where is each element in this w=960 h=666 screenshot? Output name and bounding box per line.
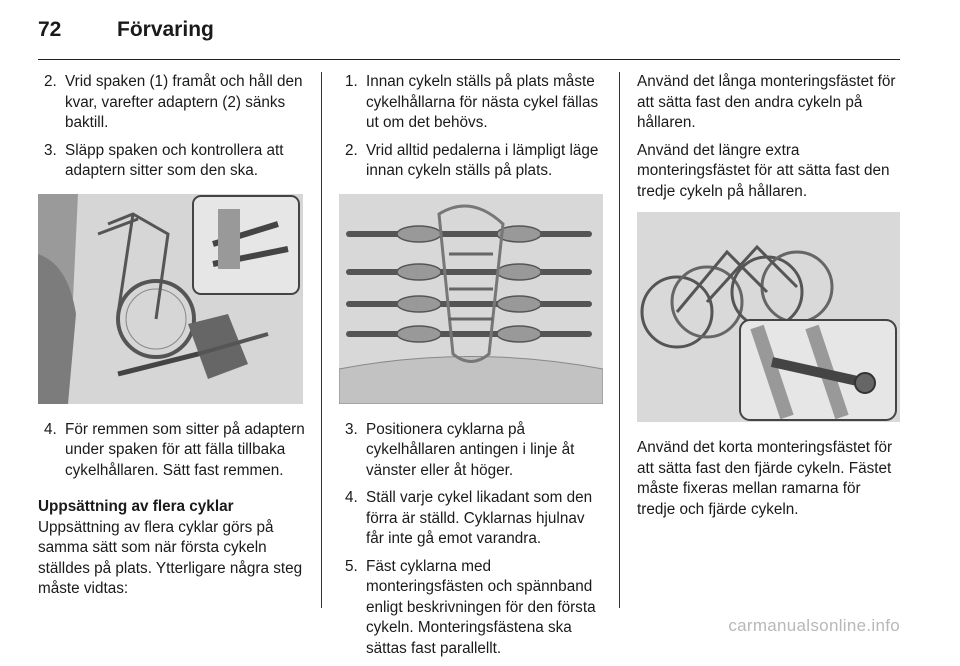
page-title: Förvaring — [117, 18, 214, 41]
paragraph: Uppsättning av flera cyklar görs på samma sätt som när första cykeln ställdes på plats. Ytterligare några steg måste vidtas: — [38, 518, 303, 597]
column-3 — [637, 72, 902, 527]
list-item: 3. Släpp spaken och kontrollera att adaptern sitter som den ska. — [44, 141, 284, 179]
column-2 — [339, 72, 603, 666]
list-item: 2. Vrid alltid pedalerna i lämpligt läge innan cykeln ställs på plats. — [345, 141, 599, 179]
paragraph: Använd det korta monteringsfästet för att sätta fast den fjärde cykeln. Fästet måste fixeras mellan ramarna för tredje och fjärde cykeln. — [637, 439, 893, 518]
footer-watermark: carmanualsonline.info — [728, 616, 900, 635]
header-rule — [38, 59, 900, 60]
steps-list-top — [339, 72, 603, 182]
figure-bike-adapter — [38, 194, 303, 404]
column-divider — [619, 72, 620, 608]
figure-bike-rack-top-view — [339, 194, 603, 404]
section-heading: Uppsättning av flera cyklar — [38, 498, 234, 515]
list-item: 4. Ställ varje cykel likadant som den förra är ställd. Cyklarnas hjulnav får inte gå emot varandra. — [345, 489, 593, 547]
column-divider — [321, 72, 322, 608]
figure-mounting-bracket — [637, 212, 900, 422]
column-1 — [38, 72, 305, 607]
list-item: 5. Fäst cyklarna med monteringsfästen och spännband enligt beskrivningen för den första cykeln. Monteringsfästena ska sättas fast parallellt. — [345, 557, 596, 657]
paragraph: Använd det långa monteringsfästet för att sätta fast den andra cykeln på hållaren. — [637, 73, 896, 131]
page-number: 72 — [38, 18, 62, 41]
steps-list-bottom — [339, 420, 603, 660]
paragraph: Använd det längre extra monteringsfästet för att sätta fast den tredje cykeln på hållaren. — [637, 141, 890, 200]
steps-list-top — [38, 72, 305, 182]
list-item: 2. Vrid spaken (1) framåt och håll den kvar, varefter adaptern (2) sänks baktill. — [44, 73, 303, 131]
steps-list-bottom — [38, 420, 305, 482]
list-item: 3. Positionera cyklarna på cykelhållaren antingen i linje åt vänster eller åt höger. — [345, 420, 575, 479]
list-item: 1. Innan cykeln ställs på plats måste cykelhållarna för nästa cykel fällas ut om det behövs. — [345, 73, 599, 131]
list-item: 4. För remmen som sitter på adaptern under spaken för att fälla tillbaka cykelhållaren. Sätt fast remmen. — [44, 420, 305, 479]
